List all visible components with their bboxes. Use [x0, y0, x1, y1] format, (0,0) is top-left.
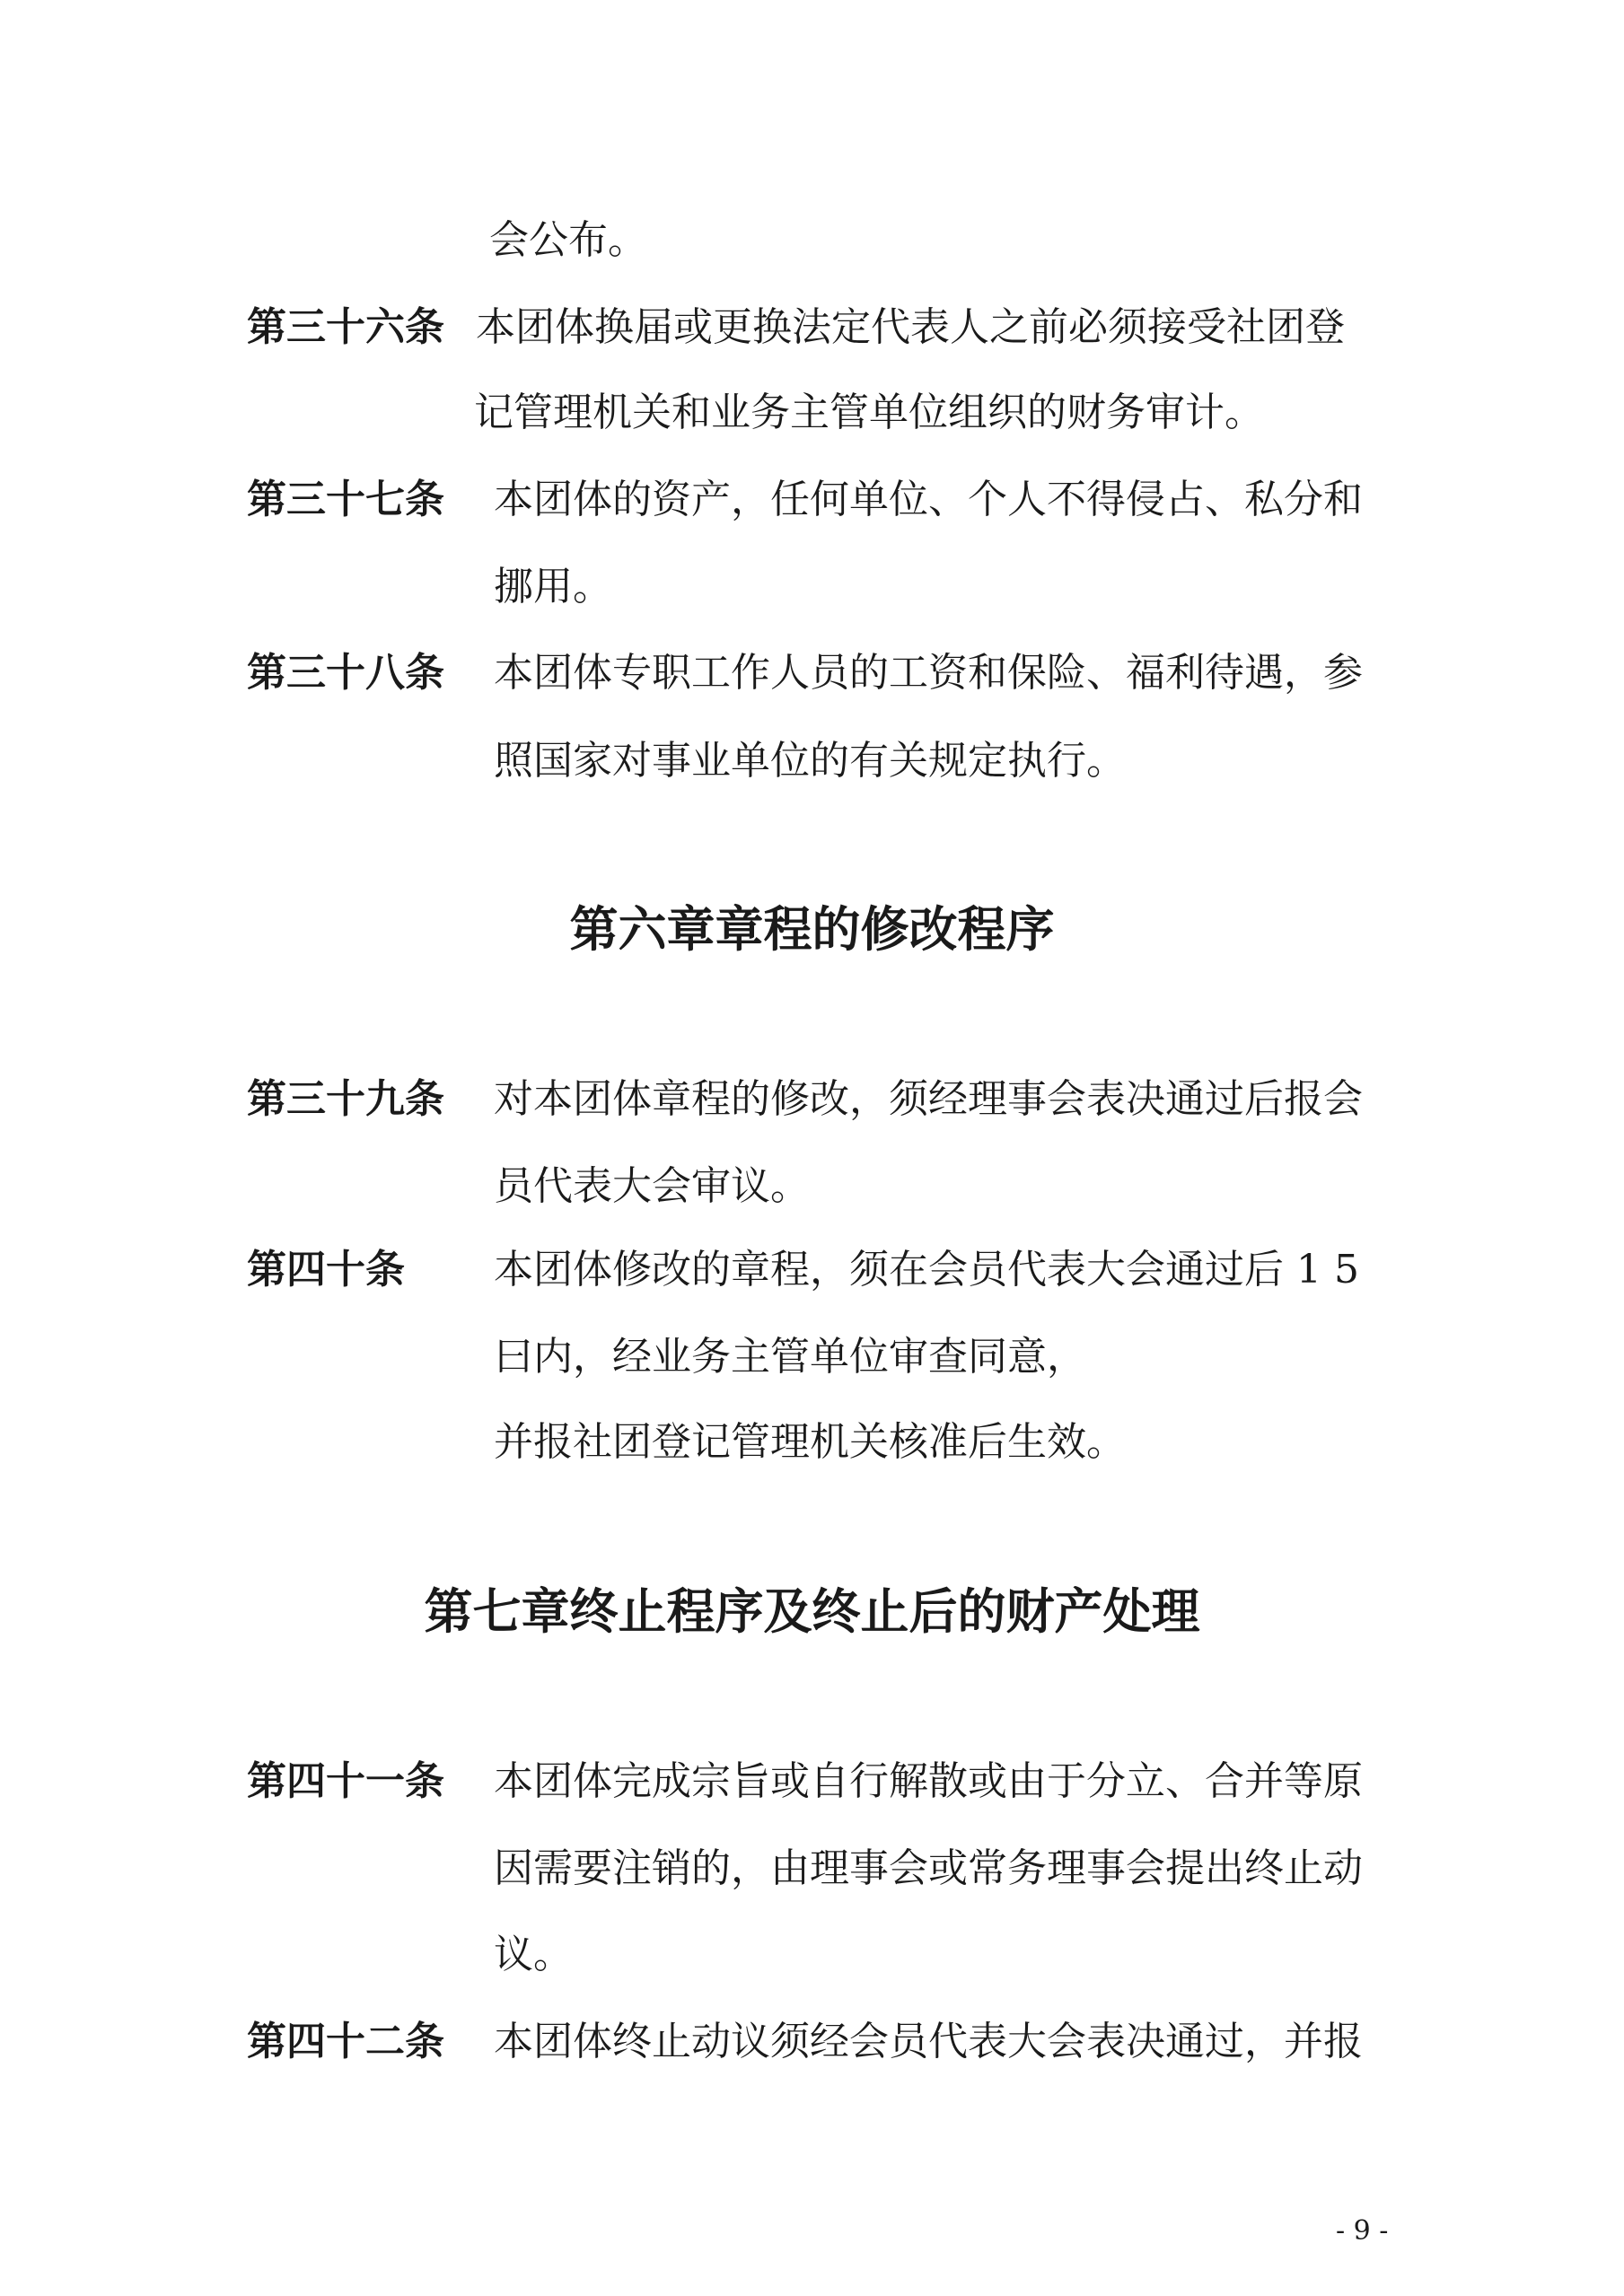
article-text-line: 照国家对事业单位的有关规定执行。: [494, 738, 1126, 784]
article-text-line: 曰内，经业务主管单位审查同意，: [494, 1334, 1086, 1380]
article-text-line: 本团体终止动议须经会员代表大会表决通过，并报: [494, 2019, 1363, 2064]
article-text-line: 因需要注销的，由理事会或常务理事会提出终止动: [494, 1845, 1363, 1891]
article-text-line: 记管理机关和业务主管单位组织的财务审计。: [474, 390, 1264, 435]
article-text-line: 员代表大会审议。: [494, 1163, 810, 1209]
article-label: 第四十一条: [247, 1758, 444, 1804]
article-label: 第四十条: [247, 1247, 405, 1293]
article-text-line: 本团体换届或更换法定代表人之前必须接受社团登: [476, 304, 1345, 350]
article-text-line: 并报社团登记管理机关核准后生效。: [494, 1419, 1126, 1465]
article-label: 第四十二条: [247, 2019, 444, 2064]
article-text-line: 本团体专职工作人员的工资和保险、福利待遇，参: [494, 650, 1363, 696]
continuation-text: 会公布。: [489, 217, 647, 263]
page-number: - 9 -: [1336, 2215, 1389, 2247]
article-text-line: 议。: [494, 1932, 573, 1977]
article-text-line: 挪用。: [494, 564, 612, 609]
article-label: 第三十七条: [247, 477, 444, 522]
article-label: 第三十六条: [247, 304, 444, 350]
article-text-line: 本团体的资产，任何单位、个人不得侵占、私分和: [494, 477, 1363, 522]
article-text-line: 本团体完成宗旨或自行解散或由于分立、合并等原: [494, 1758, 1363, 1804]
article-label: 第三十九条: [247, 1076, 444, 1122]
chapter-heading: 第六章章程的修改程序: [569, 900, 1055, 958]
article-text-line: 本团体修改的章程，须在会员代表大会通过后 1 5: [494, 1247, 1359, 1293]
chapter-heading: 第七章终止程序及终止后的财产处理: [424, 1582, 1200, 1640]
article-label: 第三十八条: [247, 650, 444, 696]
article-text-line: 对本团体章程的修改，须经理事会表决通过后报会: [494, 1076, 1363, 1122]
